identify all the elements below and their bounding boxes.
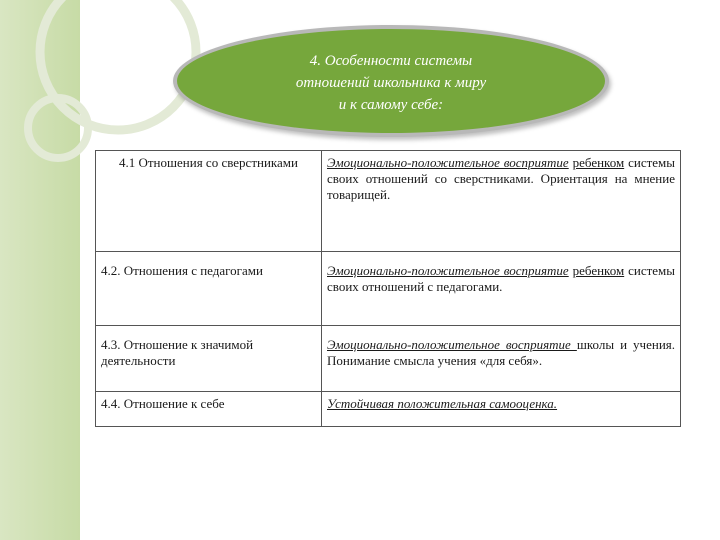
- row-description: [322, 326, 681, 392]
- title-line-3: и к самому себе:: [338, 97, 444, 113]
- title-line-1: 4. Особенности системы: [309, 53, 473, 69]
- table-row: [96, 326, 681, 392]
- features-table: [95, 150, 681, 427]
- table-row: [96, 392, 681, 427]
- title-text: [241, 50, 541, 116]
- table-row: [96, 151, 681, 252]
- row-label: 4.2. Отношения с педагогами: [96, 252, 322, 326]
- desc-text: системы своих отношений со сверстниками. Ориентация на мнение товарищей.: [327, 155, 675, 202]
- left-decor-bar: [0, 0, 80, 540]
- row-description: [322, 252, 681, 326]
- desc-underlined: ребенком: [572, 155, 625, 170]
- desc-emphasis: Устойчивая положительная самооценка.: [327, 396, 558, 411]
- desc-emphasis: Эмоционально-положительное восприятие: [327, 155, 569, 170]
- desc-emphasis: Эмоционально-положительное восприятие: [327, 263, 569, 278]
- row-label: 4.1 Отношения со сверстниками: [96, 151, 322, 252]
- title-line-2: отношений школьника к миру: [295, 75, 487, 91]
- row-description: [322, 392, 681, 427]
- row-label: 4.3. Отношение к значимой деятельности: [96, 326, 322, 392]
- row-description: [322, 151, 681, 252]
- desc-text: системы своих отношений с педагогами.: [327, 263, 675, 294]
- table-row: [96, 252, 681, 326]
- row-label: 4.4. Отношение к себе: [96, 392, 322, 427]
- desc-emphasis: Эмоционально-положительное восприятие: [327, 337, 577, 352]
- title-oval: [173, 25, 609, 137]
- desc-text: школы и учения. Понимание смысла учения «для себя».: [327, 337, 676, 368]
- desc-underlined: ребенком: [572, 263, 625, 278]
